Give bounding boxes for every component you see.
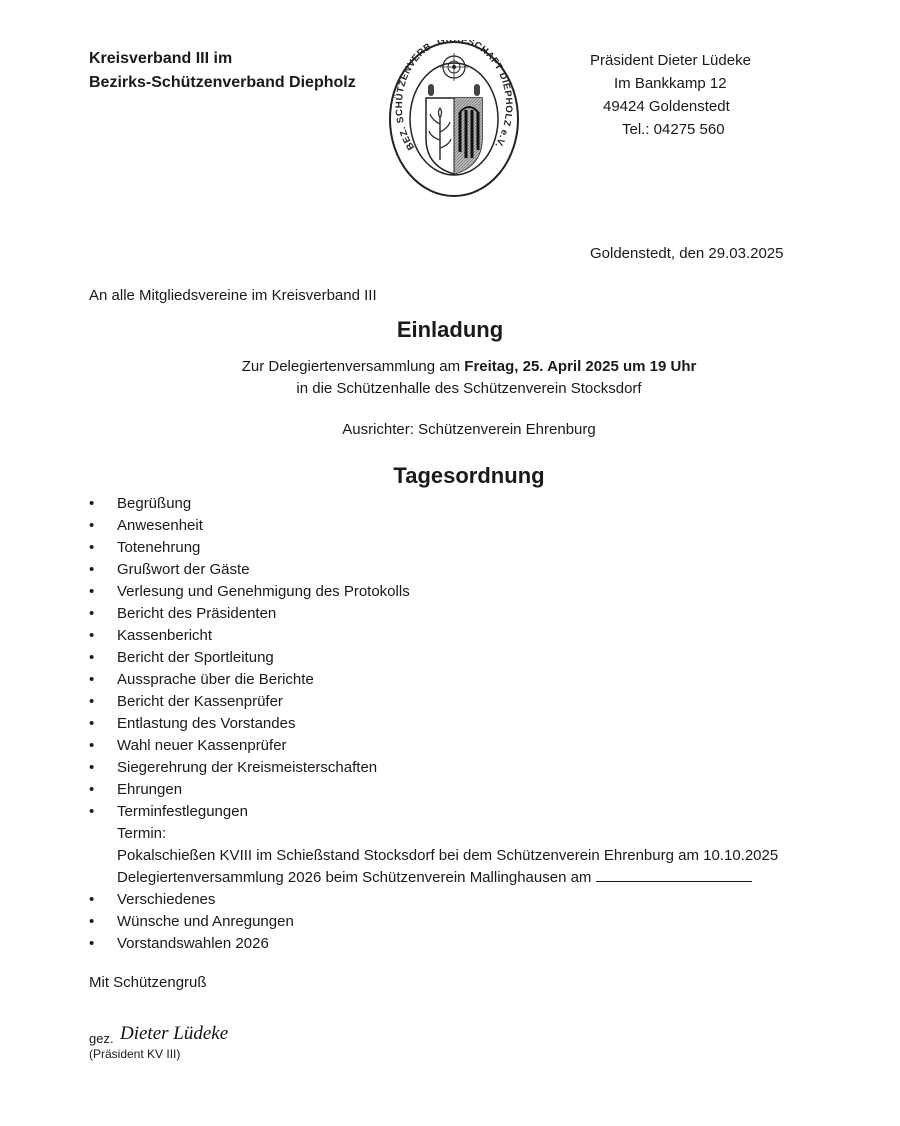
address-street: Im Bankkamp 12 <box>614 75 727 92</box>
agenda-heading: Tagesordnung <box>393 463 545 488</box>
list-item: • Siegerehrung der Kreismeisterschaften <box>89 757 778 779</box>
list-item: • Vorstandswahlen 2026 <box>89 933 778 955</box>
termin-2-text: Delegiertenversammlung 2026 beim Schützenverein Mallinghausen am <box>117 869 592 886</box>
signature-text: Dieter Lüdeke <box>119 1023 228 1044</box>
list-item: • Anwesenheit <box>89 515 778 537</box>
document-title: Einladung <box>396 317 504 342</box>
handwritten-signature <box>120 1020 250 1046</box>
club-seal-logo <box>388 40 520 198</box>
list-item: • Aussprache über die Berichte <box>89 669 778 691</box>
list-item: • Bericht des Präsidenten <box>89 603 778 625</box>
closing-greeting: Mit Schützengruß <box>89 974 207 991</box>
meeting-intro <box>0 356 900 400</box>
org-name-line2: Bezirks-Schützenverband Diepholz <box>89 74 356 91</box>
list-item: • Begrüßung <box>89 493 778 515</box>
letter-date: Goldenstedt, den 29.03.2025 <box>590 245 784 262</box>
list-item: • Wünsche und Anregungen <box>89 911 778 933</box>
list-item: • Kassenbericht <box>89 625 778 647</box>
signatory-role: (Präsident KV III) <box>89 1047 181 1061</box>
termin-pokalschiessen: Pokalschießen KVIII im Schießstand Stocksdorf bei dem Schützenverein Ehrenburg am 10.10.2025 <box>117 847 779 864</box>
seal-icon <box>388 40 520 198</box>
date-blank-line <box>596 867 752 882</box>
seal-ring-text: BEZ. SCHÜTZENVERB. G FSCHAFT DIEPHOLZ e.V. <box>393 40 515 152</box>
meeting-datetime: Freitag, 25. April 2025 um 19 Uhr <box>464 358 697 375</box>
meeting-intro-line1 <box>0 356 900 378</box>
meeting-location: in die Schützenhalle des Schützenverein Stocksdorf <box>296 380 642 397</box>
president-name: Präsident Dieter Lüdeke <box>590 52 751 69</box>
list-item: • Verlesung und Genehmigung des Protokolls <box>89 581 778 603</box>
list-item: • Entlastung des Vorstandes <box>89 713 778 735</box>
agenda-list <box>89 493 778 955</box>
signature-row <box>89 1020 250 1046</box>
list-item: • Bericht der Kassenprüfer <box>89 691 778 713</box>
org-name-line1: Kreisverband III im <box>89 50 233 67</box>
termin-delegiertenversammlung <box>89 867 778 889</box>
list-item: • Verschiedenes <box>89 889 778 911</box>
list-item: • Terminfestlegungen <box>89 801 778 823</box>
address-city: 49424 Goldenstedt <box>603 98 730 115</box>
organization-block <box>89 47 356 95</box>
gez-label: gez. <box>89 1031 114 1046</box>
host-club: Ausrichter: Schützenverein Ehrenburg <box>342 421 596 438</box>
list-item: • Wahl neuer Kassenprüfer <box>89 735 778 757</box>
list-item: • Bericht der Sportleitung <box>89 647 778 669</box>
phone-number: Tel.: 04275 560 <box>622 121 725 138</box>
intro-prefix: Zur Delegiertenversammlung am <box>241 358 465 375</box>
recipients-line: An alle Mitgliedsvereine im Kreisverband III <box>89 287 377 304</box>
list-item: • Ehrungen <box>89 779 778 801</box>
list-item: • Grußwort der Gäste <box>89 559 778 581</box>
list-item: • Totenehrung <box>89 537 778 559</box>
president-address-block <box>590 49 751 141</box>
termin-label: Termin: <box>117 825 167 842</box>
